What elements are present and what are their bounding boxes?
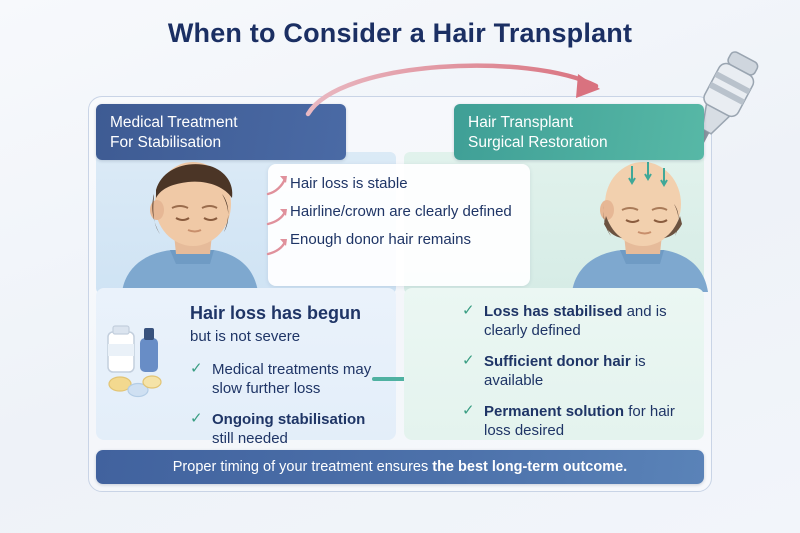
criteria-item: Hairline/crown are clearly defined [290,203,512,220]
right-point-item-strong: Loss has stabilised [484,303,623,320]
right-point-item-strong: Permanent solution [484,403,625,420]
right-illustration-advanced-baldness [560,160,710,292]
right-points-card [404,288,704,440]
right-point-item-rest: for hair loss desired [484,403,675,439]
right-point-item-strong: Sufficient donor hair [484,353,631,370]
check-icon: ✓ [190,360,203,377]
right-point-item [462,302,690,340]
curved-progress-arrow-icon [300,52,630,124]
criteria-item: Hair loss is stable [290,175,408,192]
right-point-item [462,402,690,440]
left-header-line2: For Stabilisation [110,134,222,151]
check-icon: ✓ [462,302,475,319]
left-illustration-thinning-hair [110,160,260,292]
check-icon: ✓ [190,410,203,427]
left-point-item [190,360,382,398]
check-icon: ✓ [462,402,475,419]
check-icon: ✓ [462,352,475,369]
footer-text-bold: the best long-term outcome. [432,459,628,475]
footer-text-normal: Proper timing of your treatment ensures [172,459,429,475]
left-point-item-text: Medical treatments may slow further loss [212,361,372,397]
right-point-item-rest: and is clearly defined [484,303,667,339]
criteria-card [268,164,530,286]
right-header-line2: Surgical Restoration [468,134,608,151]
footer-banner [96,450,704,484]
criteria-item: Enough donor hair remains [290,231,471,248]
pill-bottle-and-dropper-icon [104,318,168,402]
left-point-primary-rest: but is not severe [190,328,301,345]
left-points-card [96,288,396,447]
left-point-primary-strong: Hair loss has begun [190,303,362,323]
left-header-line1: Medical Treatment [110,114,238,131]
left-point-item [190,410,382,448]
page-title: When to Consider a Hair Transplant [167,18,633,48]
left-point-primary [190,302,382,348]
left-point-item-rest: still needed [212,430,288,447]
right-point-item [462,352,690,390]
right-point-item-rest: is available [484,353,646,389]
right-header-line1: Hair Transplant [468,114,574,131]
three-small-curved-arrows-icon [266,172,290,276]
left-point-item-strong: Ongoing stabilisation [212,411,366,428]
